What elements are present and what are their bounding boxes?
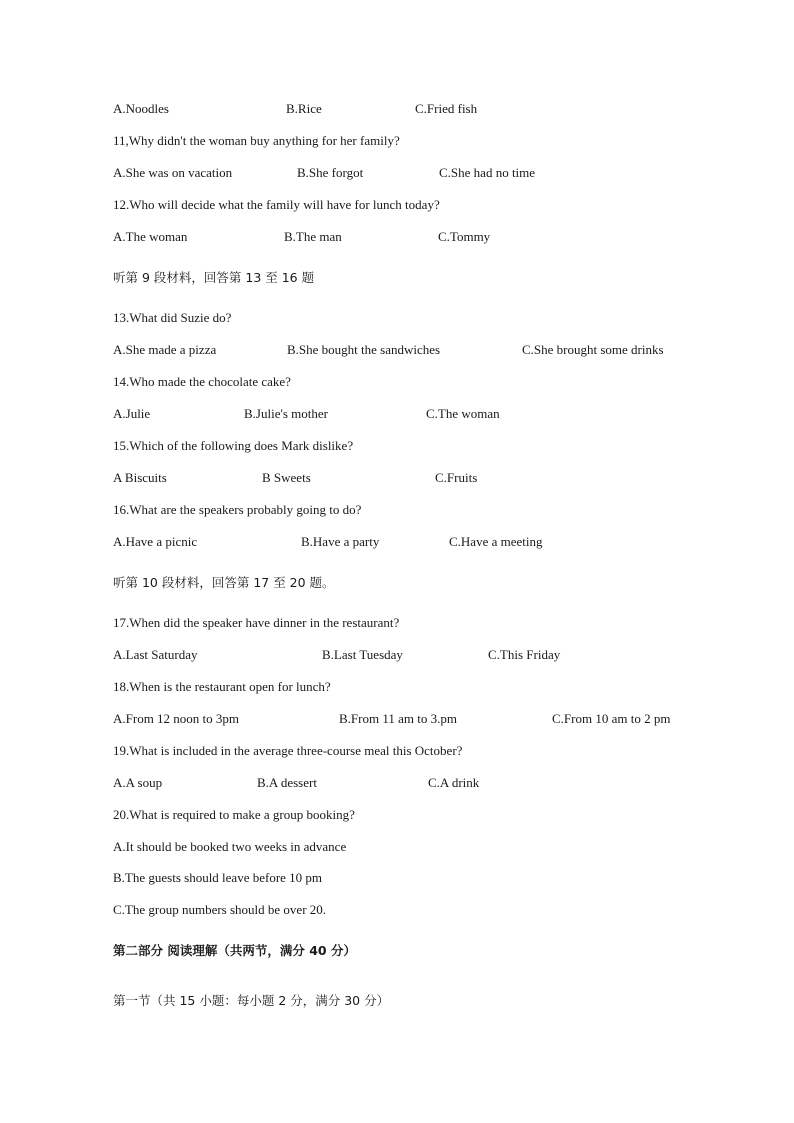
answer-option: C.A drink xyxy=(428,775,480,790)
question-text: C.The group numbers should be over 20. xyxy=(113,902,327,917)
question-text: 18.When is the restaurant open for lunch? xyxy=(113,679,331,694)
answer-option: A.From 12 noon to 3pm xyxy=(113,711,240,726)
section-heading: 第一节（共 15 小题：每小题 2 分，满分 30 分） xyxy=(113,993,390,1008)
question-text: 20.What is required to make a group booking? xyxy=(113,807,355,822)
answer-option: A.A soup xyxy=(113,775,163,790)
answer-option: C.Have a meeting xyxy=(449,534,543,549)
answer-option: C.The woman xyxy=(426,406,500,421)
answer-option: B.The man xyxy=(284,229,342,244)
section-heading: 听第 10 段材料，回答第 17 至 20 题。 xyxy=(113,575,335,590)
answer-option: C.Fried fish xyxy=(415,101,478,116)
answer-option: C.She brought some drinks xyxy=(522,342,664,357)
answer-option: A.Have a picnic xyxy=(113,534,198,549)
answer-option: B.She bought the sandwiches xyxy=(287,342,441,357)
answer-option: B Sweets xyxy=(262,470,311,485)
answer-option: A.The woman xyxy=(113,229,188,244)
question-text: 15.Which of the following does Mark dislike? xyxy=(113,438,354,453)
answer-option: A.Julie xyxy=(113,406,151,421)
answer-option: B.Julie's mother xyxy=(244,406,328,421)
question-text: 11,Why didn't the woman buy anything for her family? xyxy=(113,133,400,148)
answer-option: C.Tommy xyxy=(438,229,491,244)
answer-option: B.Last Tuesday xyxy=(322,647,403,662)
answer-option: B.Have a party xyxy=(301,534,380,549)
question-text: 14.Who made the chocolate cake? xyxy=(113,374,291,389)
answer-option: A Biscuits xyxy=(113,470,167,485)
answer-option: C.This Friday xyxy=(488,647,561,662)
section-heading: 听第 9 段材料，回答第 13 至 16 题 xyxy=(113,270,315,285)
answer-option: C.Fruits xyxy=(435,470,478,485)
question-text: 13.What did Suzie do? xyxy=(113,310,232,325)
answer-option: B.A dessert xyxy=(257,775,317,790)
answer-option: A.Last Saturday xyxy=(113,647,198,662)
answer-option: B.Rice xyxy=(286,101,322,116)
answer-option: B.She forgot xyxy=(297,165,364,180)
answer-option: A.She made a pizza xyxy=(113,342,217,357)
answer-option: B.From 11 am to 3.pm xyxy=(339,711,457,726)
question-text: 17.When did the speaker have dinner in the restaurant? xyxy=(113,615,400,630)
question-text: 12.Who will decide what the family will have for lunch today? xyxy=(113,197,440,212)
answer-option: A.She was on vacation xyxy=(113,165,233,180)
question-text: A.It should be booked two weeks in advance xyxy=(113,839,347,854)
section-heading: 第二部分 阅读理解（共两节，满分 40 分） xyxy=(113,943,356,958)
question-text: 19.What is included in the average three-course meal this October? xyxy=(113,743,463,758)
answer-option: A.Noodles xyxy=(113,101,169,116)
answer-option: C.She had no time xyxy=(439,165,536,180)
question-text: B.The guests should leave before 10 pm xyxy=(113,870,323,885)
question-text: 16.What are the speakers probably going to do? xyxy=(113,502,362,517)
answer-option: C.From 10 am to 2 pm xyxy=(552,711,671,726)
